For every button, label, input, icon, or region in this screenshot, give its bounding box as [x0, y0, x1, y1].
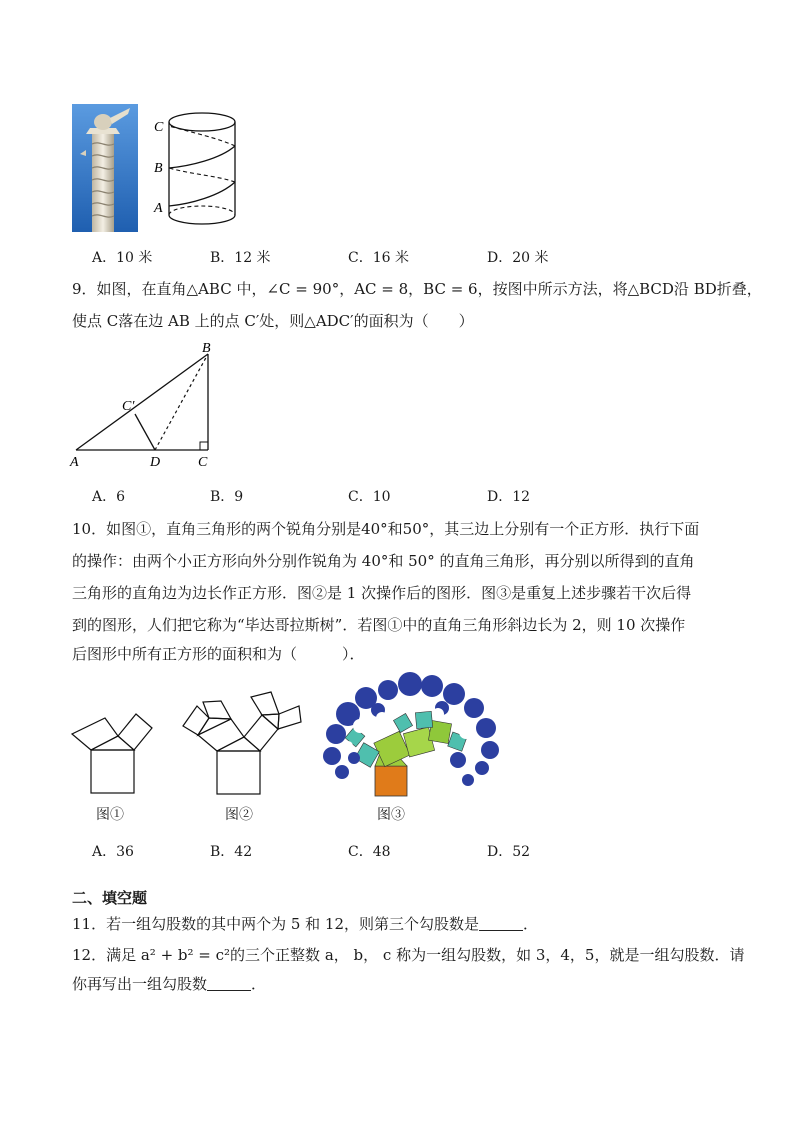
- point-a-label: A: [70, 455, 79, 470]
- q11-text: 11．若一组勾股数的其中两个为 5 和 12，则第三个勾股数是: [72, 915, 480, 933]
- q12-period: ．: [251, 975, 267, 993]
- point-b-label: B: [202, 341, 211, 356]
- q12-stem-line2: [72, 974, 266, 994]
- point-b-label: B: [154, 161, 163, 176]
- q11-stem: [72, 914, 538, 934]
- point-c-prime-label: C′: [122, 399, 135, 414]
- q10-figure-3-pythagoras-tree: [318, 668, 508, 800]
- q8-option-a[interactable]: A．10 米: [92, 250, 153, 266]
- q12-stem-line1: 12．满足 a² + b² = c²的三个正整数 a， b， c 称为一组勾股数，如 3，4，5，就是一组勾股数．请: [72, 946, 745, 964]
- point-c-label: C: [154, 120, 164, 135]
- point-a-label: A: [154, 201, 163, 216]
- q11-answer-blank[interactable]: [479, 916, 523, 931]
- q10-figure-1-caption: 图①: [96, 807, 124, 823]
- q9-option-d[interactable]: D．12: [487, 489, 531, 505]
- q10-stem-line4: 到的图形，人们把它称为“毕达哥拉斯树”．若图①中的直角三角形斜边长为 2，则 10 次操作: [72, 616, 686, 634]
- q9-stem-line2: 使点 C落在边 AB 上的点 C′处，则△ADC′的面积为（ ）: [72, 312, 474, 330]
- point-d-label: D: [150, 455, 161, 470]
- q10-option-d[interactable]: D．52: [487, 844, 531, 860]
- q9-stem-line1: 9．如图，在直角△ABC 中，∠C = 90°，AC = 8，BC = 6，按图中所示方法，将△BCD沿 BD折叠，: [72, 280, 762, 298]
- q10-stem-line2: 的操作：由两个小正方形向外分别作锐角为 40°和 50° 的直角三角形，再分别以所得到的直角: [72, 552, 695, 570]
- q9-option-b[interactable]: B．9: [210, 489, 244, 505]
- q12-answer-blank[interactable]: [207, 976, 251, 991]
- q10-figure-2: [175, 672, 310, 800]
- q10-figure-2-caption: 图②: [225, 807, 253, 823]
- q9-option-c[interactable]: C．10: [348, 489, 391, 505]
- q10-stem-line5: 后图形中所有正方形的面积和为（ ）．: [72, 645, 365, 663]
- q12-text: 你再写出一组勾股数: [72, 975, 208, 993]
- section-heading-fill-in: 二、填空题: [72, 889, 148, 907]
- q10-stem-line1: 10．如图①，直角三角形的两个锐角分别是40°和50°，其三边上分别有一个正方形．执行下面: [72, 520, 700, 538]
- q8-option-d[interactable]: D．20 米: [487, 250, 549, 266]
- q8-option-b[interactable]: B．12 米: [210, 250, 271, 266]
- q11-period: ．: [523, 915, 539, 933]
- q10-stem-line3: 三角形的直角边为边长作正方形．图②是 1 次操作后的图形．图③是重复上述步骤若干次后得: [72, 584, 692, 602]
- q10-option-b[interactable]: B．42: [210, 844, 253, 860]
- q9-option-a[interactable]: A．6: [92, 489, 126, 505]
- point-c-label: C: [198, 455, 208, 470]
- q10-option-a[interactable]: A．36: [92, 844, 134, 860]
- q8-pillar-photo: [72, 104, 138, 232]
- q10-figure-3-caption: 图③: [377, 807, 405, 823]
- q8-option-c[interactable]: C．16 米: [348, 250, 409, 266]
- q10-option-c[interactable]: C．48: [348, 844, 391, 860]
- q10-figure-1: [66, 700, 162, 800]
- q8-cylinder-diagram: [150, 104, 250, 234]
- q9-triangle-diagram: [68, 340, 228, 470]
